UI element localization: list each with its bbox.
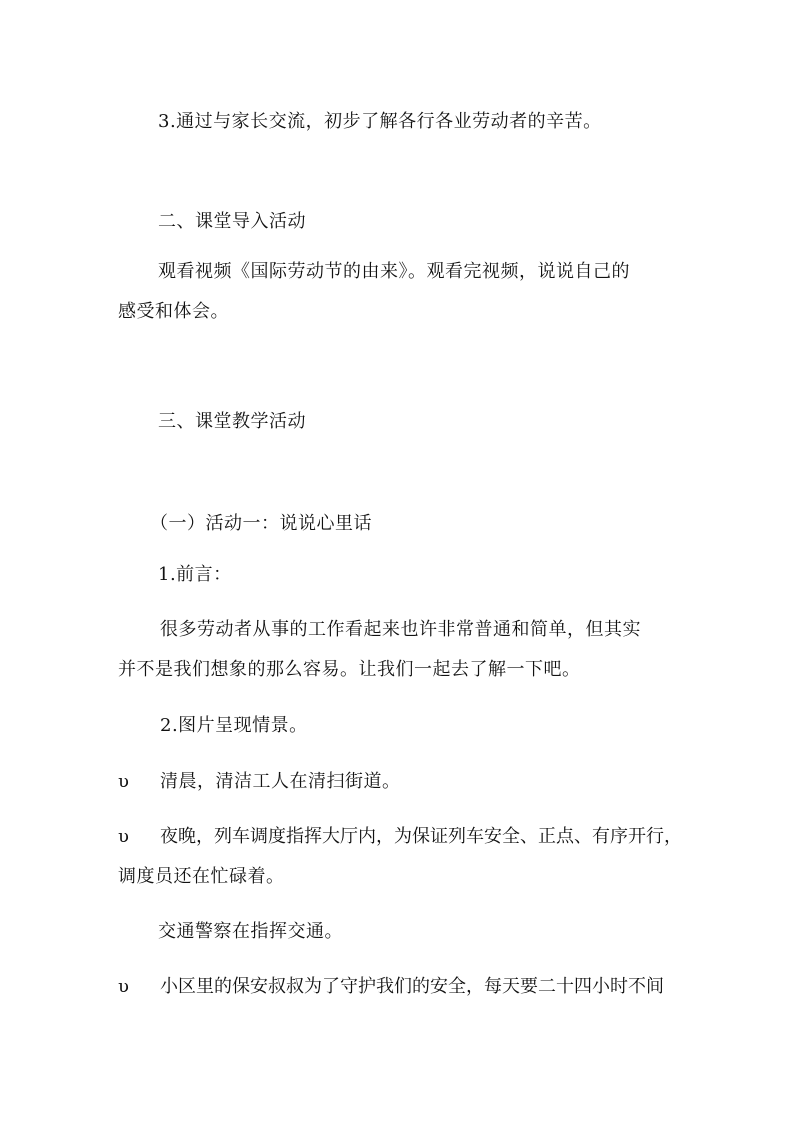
paragraph-video-line1: 观看视频《国际劳动节的由来》。观看完视频，说说自己的 [158, 261, 630, 282]
bullet-icon: υ [118, 826, 129, 847]
section-heading-3: 三、课堂教学活动 [158, 411, 306, 432]
paragraph-preface-line2: 并不是我们想象的那么容易。让我们一起去了解一下吧。 [118, 659, 581, 680]
paragraph-traffic-police: 交通警察在指挥交通。 [158, 921, 343, 942]
paragraph-video-line2: 感受和体会。 [118, 301, 229, 322]
paragraph-goal-3: 3.通过与家长交流，初步了解各行各业劳动者的辛苦。 [158, 111, 602, 132]
section-heading-2: 二、课堂导入活动 [158, 211, 306, 232]
bullet-text-cleaner: 清晨，清洁工人在清扫街道。 [160, 771, 401, 792]
subsection-heading-activity-1: （一）活动一：说说心里话 [150, 513, 372, 534]
bullet-text-security-guard: 小区里的保安叔叔为了守护我们的安全，每天要二十四小时不间 [160, 976, 664, 997]
paragraph-preface-line1: 很多劳动者从事的工作看起来也许非常普通和简单，但其实 [160, 619, 641, 640]
item-picture-scenes: 2.图片呈现情景。 [160, 715, 308, 736]
bullet-text-dispatcher-line1: 夜晚，列车调度指挥大厅内，为保证列车安全、正点、有序开行， [160, 826, 682, 847]
bullet-icon: υ [118, 771, 129, 792]
bullet-icon: υ [118, 976, 129, 997]
bullet-text-dispatcher-line2: 调度员还在忙碌着。 [118, 866, 285, 887]
item-preface: 1.前言： [158, 564, 232, 585]
